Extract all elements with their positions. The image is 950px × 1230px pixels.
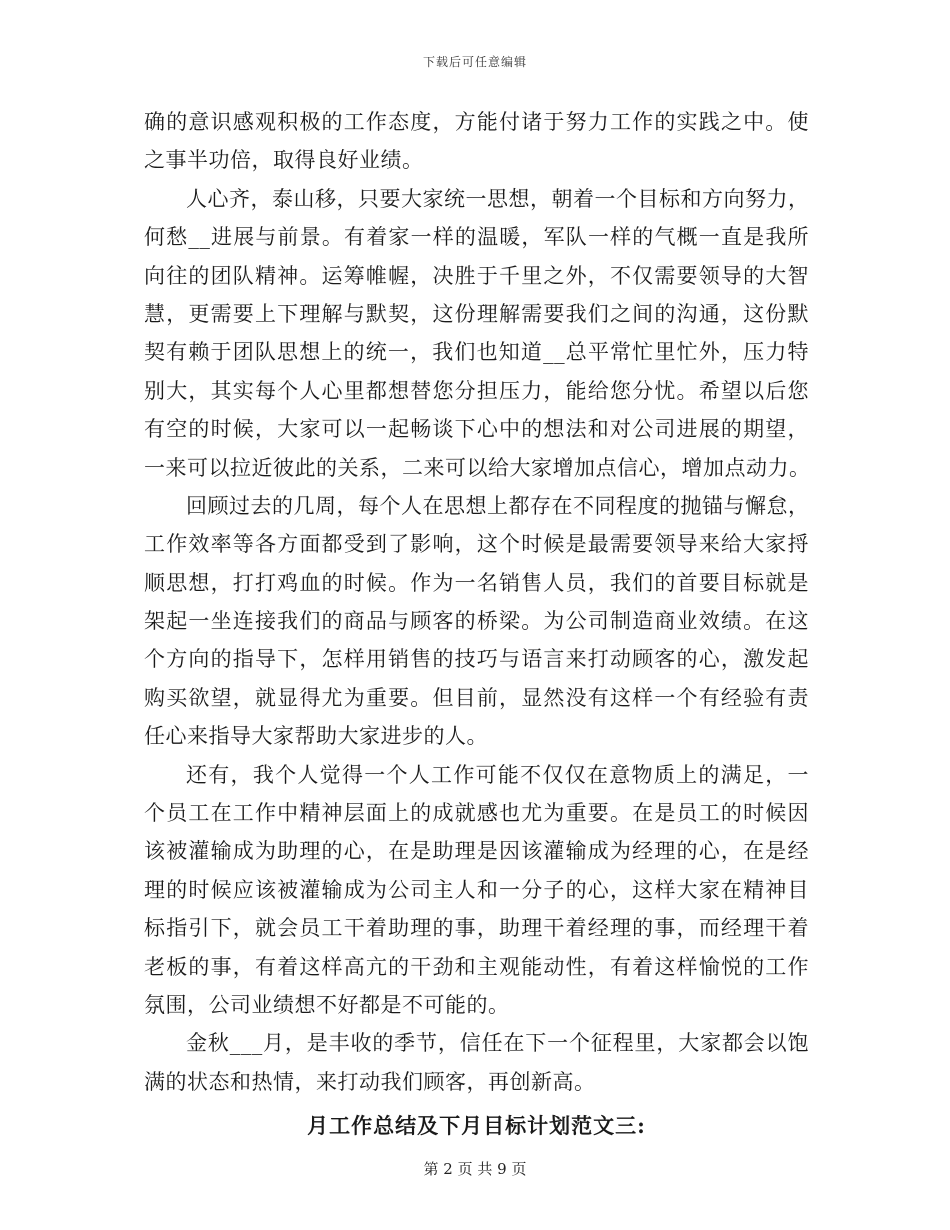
text-line: 金秋___月，是丰收的季节，信任在下一个征程里，大家都会以饱	[186, 1031, 809, 1056]
text-line: 一来可以拉近彼此的关系，二来可以给大家增加点信心，增加点动力。	[144, 455, 811, 480]
paragraph	[144, 756, 809, 1025]
text-line: 确的意识感观积极的工作态度，方能付诸于努力工作的实践之中。使	[144, 110, 809, 134]
text-line: 个员工在工作中精神层面上的成就感也尤为重要。在是员工的时候因	[144, 801, 809, 826]
text-line: 工作效率等各方面都受到了影响，这个时候是最需要领导来给大家捋	[144, 532, 809, 557]
page-footer: 第 2 页 共 9 页	[423, 1160, 527, 1178]
paragraph	[144, 180, 809, 487]
section-heading: 月工作总结及下月目标计划范文三:	[307, 1113, 646, 1139]
text-line: 标指引下，就会员工干着助理的事，助理干着经理的事，而经理干着	[144, 916, 809, 941]
paragraph	[144, 487, 809, 756]
paragraph	[144, 103, 809, 180]
text-line: 人心齐，泰山移，只要大家统一思想，朝着一个目标和方向努力，	[186, 186, 810, 211]
text-line: 向往的团队精神。运筹帷幄，决胜于千里之外，不仅需要领导的大智	[144, 263, 809, 288]
document-body	[144, 103, 809, 1145]
text-line: 慧，更需要上下理解与默契，这份理解需要我们之间的沟通，这份默	[144, 301, 809, 326]
text-line: 别大，其实每个人心里都想替您分担压力，能给您分忧。希望以后您	[144, 378, 809, 403]
text-line: 还有，我个人觉得一个人工作可能不仅仅在意物质上的满足，一	[186, 762, 809, 787]
text-line: 之事半功倍，取得良好业绩。	[144, 148, 424, 173]
text-line: 该被灌输成为助理的心，在是助理是因该灌输成为经理的心，在是经	[144, 839, 809, 864]
text-line: 回顾过去的几周，每个人在思想上都存在不同程度的抛锚与懈怠，	[186, 493, 810, 518]
text-line: 何愁__进展与前景。有着家一样的温暖，军队一样的气概一直是我所	[144, 225, 809, 250]
paragraph	[144, 1024, 809, 1101]
text-line: 个方向的指导下，怎样用销售的技巧与语言来打动顾客的心，激发起	[144, 647, 809, 672]
text-line: 有空的时候，大家可以一起畅谈下心中的想法和对公司进展的期望，	[144, 417, 809, 442]
text-line: 老板的事，有着这样高亢的干劲和主观能动性，有着这样愉悦的工作	[144, 954, 809, 979]
text-line: 理的时候应该被灌输成为公司主人和一分子的心，这样大家在精神目	[144, 877, 809, 902]
page-header: 下载后可任意编辑	[422, 55, 527, 69]
paragraph-list	[144, 103, 809, 1101]
text-line: 架起一坐连接我们的商品与顾客的桥梁。为公司制造商业效绩。在这	[144, 609, 809, 634]
text-line: 任心来指导大家帮助大家进步的人。	[144, 724, 488, 749]
text-line: 氛围，公司业绩想不好都是不可能的。	[144, 992, 510, 1017]
text-line: 购买欲望，就显得尤为重要。但目前，显然没有这样一个有经验有责	[144, 685, 809, 710]
text-line: 契有赖于团队思想上的统一，我们也知道__总平常忙里忙外，压力特	[144, 340, 809, 365]
text-line: 顺思想，打打鸡血的时候。作为一名销售人员，我们的首要目标就是	[144, 570, 809, 595]
text-line: 满的状态和热情，来打动我们顾客，再创新高。	[144, 1069, 596, 1094]
